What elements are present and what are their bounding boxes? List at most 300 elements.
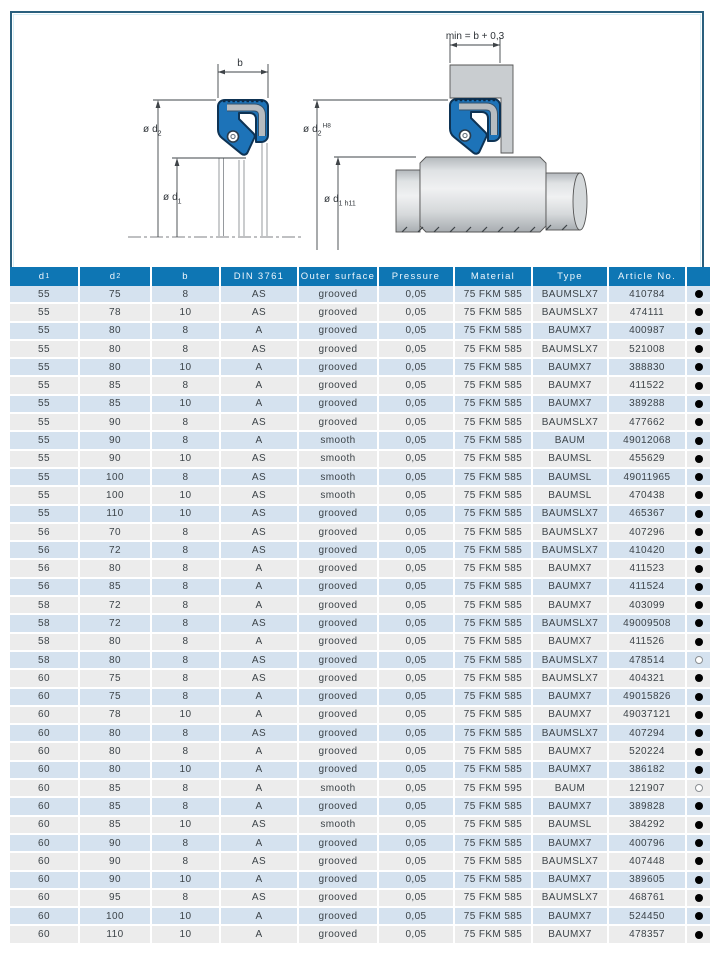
cell-d1: 56 bbox=[10, 579, 80, 595]
cell-pressure: 0,05 bbox=[379, 926, 455, 942]
cell-outer-surface: grooved bbox=[299, 597, 379, 613]
availability-filled-dot bbox=[695, 857, 703, 865]
cell-outer-surface: grooved bbox=[299, 396, 379, 412]
cell-pressure: 0,05 bbox=[379, 542, 455, 558]
cell-din-3761: A bbox=[221, 926, 299, 942]
cell-article-no: 400796 bbox=[609, 835, 687, 851]
availability-filled-dot bbox=[695, 327, 703, 335]
availability-cell bbox=[687, 835, 710, 851]
cell-material: 75 FKM 585 bbox=[455, 341, 533, 357]
cell-d2: 75 bbox=[80, 670, 152, 686]
cell-outer-surface: grooved bbox=[299, 890, 379, 906]
cell-d1: 55 bbox=[10, 469, 80, 485]
cell-b: 8 bbox=[152, 597, 221, 613]
cell-din-3761: A bbox=[221, 872, 299, 888]
cell-d1: 56 bbox=[10, 542, 80, 558]
cell-type: BAUMSL bbox=[533, 817, 609, 833]
cell-d2: 100 bbox=[80, 487, 152, 503]
cell-din-3761: A bbox=[221, 359, 299, 375]
cell-type: BAUMSLX7 bbox=[533, 286, 609, 302]
cell-d1: 56 bbox=[10, 560, 80, 576]
cell-article-no: 386182 bbox=[609, 762, 687, 778]
availability-filled-dot bbox=[695, 382, 703, 390]
cell-din-3761: A bbox=[221, 762, 299, 778]
availability-cell bbox=[687, 560, 710, 576]
cell-din-3761: A bbox=[221, 377, 299, 393]
cell-material: 75 FKM 585 bbox=[455, 560, 533, 576]
cell-d2: 80 bbox=[80, 725, 152, 741]
cell-din-3761: A bbox=[221, 432, 299, 448]
table-row bbox=[10, 689, 710, 707]
cell-d1: 58 bbox=[10, 615, 80, 631]
cell-b: 8 bbox=[152, 560, 221, 576]
cell-outer-surface: grooved bbox=[299, 707, 379, 723]
cell-type: BAUMSLX7 bbox=[533, 615, 609, 631]
cell-d2: 95 bbox=[80, 890, 152, 906]
cell-type: BAUMSL bbox=[533, 451, 609, 467]
cell-b: 8 bbox=[152, 652, 221, 668]
availability-filled-dot bbox=[695, 619, 703, 627]
cell-type: BAUMSLX7 bbox=[533, 670, 609, 686]
cell-b: 8 bbox=[152, 286, 221, 302]
cell-outer-surface: grooved bbox=[299, 743, 379, 759]
availability-filled-dot bbox=[695, 473, 703, 481]
cell-b: 8 bbox=[152, 579, 221, 595]
availability-filled-dot bbox=[695, 400, 703, 408]
availability-cell bbox=[687, 926, 710, 942]
availability-cell bbox=[687, 652, 710, 668]
table-row bbox=[10, 634, 710, 652]
dimension-min-width bbox=[446, 31, 505, 63]
cell-pressure: 0,05 bbox=[379, 286, 455, 302]
cell-material: 75 FKM 585 bbox=[455, 817, 533, 833]
availability-filled-dot bbox=[695, 546, 703, 554]
cell-type: BAUMSL bbox=[533, 469, 609, 485]
cell-outer-surface: grooved bbox=[299, 872, 379, 888]
column-header-pressure: Pressure bbox=[379, 267, 455, 286]
cell-din-3761: AS bbox=[221, 341, 299, 357]
cell-material: 75 FKM 585 bbox=[455, 652, 533, 668]
cell-b: 10 bbox=[152, 926, 221, 942]
cell-material: 75 FKM 585 bbox=[455, 615, 533, 631]
cell-article-no: 465367 bbox=[609, 506, 687, 522]
cell-d1: 55 bbox=[10, 396, 80, 412]
availability-cell bbox=[687, 377, 710, 393]
cell-din-3761: AS bbox=[221, 670, 299, 686]
cell-din-3761: AS bbox=[221, 725, 299, 741]
cell-material: 75 FKM 585 bbox=[455, 908, 533, 924]
availability-filled-dot bbox=[695, 876, 703, 884]
cell-b: 8 bbox=[152, 725, 221, 741]
table-row bbox=[10, 396, 710, 414]
cell-type: BAUMX7 bbox=[533, 835, 609, 851]
cell-material: 75 FKM 585 bbox=[455, 707, 533, 723]
availability-cell bbox=[687, 707, 710, 723]
cell-outer-surface: grooved bbox=[299, 615, 379, 631]
availability-filled-dot bbox=[695, 565, 703, 573]
cell-din-3761: AS bbox=[221, 487, 299, 503]
table-row bbox=[10, 414, 710, 432]
availability-cell bbox=[687, 487, 710, 503]
cell-d2: 85 bbox=[80, 579, 152, 595]
cell-b: 10 bbox=[152, 817, 221, 833]
cell-pressure: 0,05 bbox=[379, 341, 455, 357]
table-row bbox=[10, 908, 710, 926]
table-row bbox=[10, 762, 710, 780]
cell-d2: 80 bbox=[80, 323, 152, 339]
cell-pressure: 0,05 bbox=[379, 579, 455, 595]
cell-article-no: 477662 bbox=[609, 414, 687, 430]
table-row bbox=[10, 323, 710, 341]
availability-cell bbox=[687, 469, 710, 485]
availability-filled-dot bbox=[695, 766, 703, 774]
cell-pressure: 0,05 bbox=[379, 560, 455, 576]
seal-cross-section-drawing bbox=[128, 58, 302, 237]
cell-d2: 72 bbox=[80, 615, 152, 631]
cell-outer-surface: grooved bbox=[299, 579, 379, 595]
cell-article-no: 407448 bbox=[609, 853, 687, 869]
cell-article-no: 404321 bbox=[609, 670, 687, 686]
availability-filled-dot bbox=[695, 510, 703, 518]
availability-cell bbox=[687, 451, 710, 467]
cell-outer-surface: smooth bbox=[299, 817, 379, 833]
cell-d1: 55 bbox=[10, 414, 80, 430]
svg-text:min = b + 0,3: min = b + 0,3 bbox=[445, 31, 505, 42]
availability-cell bbox=[687, 780, 710, 796]
cell-d1: 60 bbox=[10, 798, 80, 814]
cell-pressure: 0,05 bbox=[379, 872, 455, 888]
cell-article-no: 410420 bbox=[609, 542, 687, 558]
availability-cell bbox=[687, 670, 710, 686]
svg-text:ød1: ø $d_1$ bbox=[163, 192, 182, 206]
table-row bbox=[10, 451, 710, 469]
availability-filled-dot bbox=[695, 693, 703, 701]
cell-material: 75 FKM 585 bbox=[455, 853, 533, 869]
cell-d2: 90 bbox=[80, 451, 152, 467]
cell-d1: 55 bbox=[10, 487, 80, 503]
cell-type: BAUMX7 bbox=[533, 908, 609, 924]
cell-article-no: 411524 bbox=[609, 579, 687, 595]
cell-pressure: 0,05 bbox=[379, 652, 455, 668]
cell-article-no: 520224 bbox=[609, 743, 687, 759]
cell-pressure: 0,05 bbox=[379, 506, 455, 522]
cell-material: 75 FKM 585 bbox=[455, 524, 533, 540]
cell-material: 75 FKM 585 bbox=[455, 506, 533, 522]
availability-filled-dot bbox=[695, 437, 703, 445]
cell-outer-surface: smooth bbox=[299, 487, 379, 503]
seal-profile bbox=[218, 100, 268, 155]
cell-d1: 60 bbox=[10, 908, 80, 924]
cell-material: 75 FKM 585 bbox=[455, 890, 533, 906]
availability-cell bbox=[687, 762, 710, 778]
cell-b: 8 bbox=[152, 469, 221, 485]
cell-d1: 55 bbox=[10, 506, 80, 522]
column-header-availability bbox=[687, 267, 710, 286]
table-row bbox=[10, 652, 710, 670]
dimension-b bbox=[218, 58, 268, 98]
cell-outer-surface: grooved bbox=[299, 670, 379, 686]
cell-article-no: 411523 bbox=[609, 560, 687, 576]
cell-article-no: 407296 bbox=[609, 524, 687, 540]
cell-b: 8 bbox=[152, 615, 221, 631]
cell-din-3761: AS bbox=[221, 414, 299, 430]
cell-b: 8 bbox=[152, 743, 221, 759]
cell-d1: 55 bbox=[10, 432, 80, 448]
cell-article-no: 410784 bbox=[609, 286, 687, 302]
cell-pressure: 0,05 bbox=[379, 908, 455, 924]
availability-cell bbox=[687, 414, 710, 430]
dimension-d2 bbox=[143, 100, 216, 237]
cell-type: BAUMX7 bbox=[533, 377, 609, 393]
cell-b: 8 bbox=[152, 542, 221, 558]
cell-d2: 80 bbox=[80, 560, 152, 576]
cell-type: BAUMX7 bbox=[533, 579, 609, 595]
availability-filled-dot bbox=[695, 601, 703, 609]
cell-pressure: 0,05 bbox=[379, 323, 455, 339]
cell-din-3761: AS bbox=[221, 506, 299, 522]
cell-d1: 60 bbox=[10, 835, 80, 851]
availability-cell bbox=[687, 872, 710, 888]
column-header-type: Type bbox=[533, 267, 609, 286]
cell-outer-surface: grooved bbox=[299, 725, 379, 741]
cell-material: 75 FKM 585 bbox=[455, 414, 533, 430]
cell-b: 8 bbox=[152, 890, 221, 906]
cell-b: 10 bbox=[152, 872, 221, 888]
cell-d1: 60 bbox=[10, 872, 80, 888]
cell-outer-surface: grooved bbox=[299, 341, 379, 357]
cell-material: 75 FKM 585 bbox=[455, 634, 533, 650]
cell-type: BAUMX7 bbox=[533, 323, 609, 339]
cell-pressure: 0,05 bbox=[379, 359, 455, 375]
availability-filled-dot bbox=[695, 455, 703, 463]
cell-b: 8 bbox=[152, 414, 221, 430]
shaft-end-cap bbox=[573, 173, 587, 230]
cell-type: BAUMX7 bbox=[533, 872, 609, 888]
cell-pressure: 0,05 bbox=[379, 689, 455, 705]
cell-din-3761: AS bbox=[221, 304, 299, 320]
cell-d2: 72 bbox=[80, 597, 152, 613]
cell-b: 8 bbox=[152, 780, 221, 796]
cell-article-no: 384292 bbox=[609, 817, 687, 833]
availability-filled-dot bbox=[695, 418, 703, 426]
cell-outer-surface: grooved bbox=[299, 689, 379, 705]
availability-filled-dot bbox=[695, 711, 703, 719]
availability-cell bbox=[687, 853, 710, 869]
availability-filled-dot bbox=[695, 491, 703, 499]
cell-type: BAUMX7 bbox=[533, 926, 609, 942]
cell-outer-surface: grooved bbox=[299, 377, 379, 393]
availability-cell bbox=[687, 359, 710, 375]
column-header-article-no: Article No. bbox=[609, 267, 687, 286]
cell-article-no: 389605 bbox=[609, 872, 687, 888]
cell-article-no: 474111 bbox=[609, 304, 687, 320]
cell-din-3761: A bbox=[221, 798, 299, 814]
cell-din-3761: AS bbox=[221, 286, 299, 302]
cell-b: 8 bbox=[152, 634, 221, 650]
availability-cell bbox=[687, 634, 710, 650]
cell-b: 8 bbox=[152, 798, 221, 814]
table-row bbox=[10, 707, 710, 725]
column-header-din-3761: DIN 3761 bbox=[221, 267, 299, 286]
cell-b: 8 bbox=[152, 524, 221, 540]
cell-outer-surface: smooth bbox=[299, 469, 379, 485]
cell-pressure: 0,05 bbox=[379, 835, 455, 851]
cell-pressure: 0,05 bbox=[379, 396, 455, 412]
cell-type: BAUMSLX7 bbox=[533, 542, 609, 558]
cell-outer-surface: grooved bbox=[299, 304, 379, 320]
availability-filled-dot bbox=[695, 345, 703, 353]
cell-material: 75 FKM 585 bbox=[455, 798, 533, 814]
cell-material: 75 FKM 595 bbox=[455, 780, 533, 796]
cell-type: BAUMX7 bbox=[533, 689, 609, 705]
cell-d1: 56 bbox=[10, 524, 80, 540]
column-header-d1: d 1 bbox=[10, 267, 80, 286]
table-row bbox=[10, 286, 710, 304]
cell-material: 75 FKM 585 bbox=[455, 835, 533, 851]
cell-outer-surface: smooth bbox=[299, 432, 379, 448]
cell-type: BAUMSLX7 bbox=[533, 414, 609, 430]
cell-din-3761: AS bbox=[221, 615, 299, 631]
cell-din-3761: A bbox=[221, 396, 299, 412]
cell-pressure: 0,05 bbox=[379, 615, 455, 631]
cell-material: 75 FKM 585 bbox=[455, 689, 533, 705]
cell-b: 10 bbox=[152, 304, 221, 320]
availability-cell bbox=[687, 689, 710, 705]
table-row bbox=[10, 835, 710, 853]
table-row bbox=[10, 432, 710, 450]
cell-type: BAUMX7 bbox=[533, 743, 609, 759]
cell-d1: 60 bbox=[10, 670, 80, 686]
cell-d2: 75 bbox=[80, 286, 152, 302]
cell-d1: 55 bbox=[10, 323, 80, 339]
cell-b: 10 bbox=[152, 359, 221, 375]
availability-filled-dot bbox=[695, 931, 703, 939]
dimension-d1 bbox=[163, 158, 246, 237]
availability-filled-dot bbox=[695, 363, 703, 371]
cell-d2: 90 bbox=[80, 872, 152, 888]
cell-type: BAUMSLX7 bbox=[533, 853, 609, 869]
cell-outer-surface: grooved bbox=[299, 524, 379, 540]
cell-din-3761: A bbox=[221, 835, 299, 851]
cell-d2: 78 bbox=[80, 707, 152, 723]
availability-filled-dot bbox=[695, 308, 703, 316]
cell-outer-surface: grooved bbox=[299, 908, 379, 924]
cell-d2: 78 bbox=[80, 304, 152, 320]
cell-article-no: 400987 bbox=[609, 323, 687, 339]
cell-din-3761: AS bbox=[221, 652, 299, 668]
cell-b: 8 bbox=[152, 853, 221, 869]
table-row bbox=[10, 725, 710, 743]
cell-d1: 55 bbox=[10, 304, 80, 320]
cell-pressure: 0,05 bbox=[379, 597, 455, 613]
cell-type: BAUMSL bbox=[533, 487, 609, 503]
cell-pressure: 0,05 bbox=[379, 377, 455, 393]
availability-filled-dot bbox=[695, 894, 703, 902]
availability-cell bbox=[687, 323, 710, 339]
cell-material: 75 FKM 585 bbox=[455, 286, 533, 302]
cell-pressure: 0,05 bbox=[379, 304, 455, 320]
cell-article-no: 49015826 bbox=[609, 689, 687, 705]
table-row bbox=[10, 926, 710, 944]
cell-din-3761: AS bbox=[221, 524, 299, 540]
cell-type: BAUMX7 bbox=[533, 359, 609, 375]
table-row bbox=[10, 853, 710, 871]
availability-cell bbox=[687, 579, 710, 595]
cell-d2: 80 bbox=[80, 634, 152, 650]
cell-d2: 80 bbox=[80, 652, 152, 668]
cell-article-no: 49009508 bbox=[609, 615, 687, 631]
cell-type: BAUMX7 bbox=[533, 762, 609, 778]
cell-material: 75 FKM 585 bbox=[455, 743, 533, 759]
table-row bbox=[10, 872, 710, 890]
cell-type: BAUMSLX7 bbox=[533, 890, 609, 906]
availability-cell bbox=[687, 506, 710, 522]
table-row bbox=[10, 890, 710, 908]
cell-b: 8 bbox=[152, 341, 221, 357]
cell-article-no: 455629 bbox=[609, 451, 687, 467]
cell-outer-surface: grooved bbox=[299, 835, 379, 851]
cell-pressure: 0,05 bbox=[379, 670, 455, 686]
availability-filled-dot bbox=[695, 674, 703, 682]
cell-pressure: 0,05 bbox=[379, 432, 455, 448]
table-row bbox=[10, 670, 710, 688]
table-row bbox=[10, 597, 710, 615]
availability-cell bbox=[687, 725, 710, 741]
availability-filled-dot bbox=[695, 638, 703, 646]
cell-b: 8 bbox=[152, 689, 221, 705]
cell-type: BAUMX7 bbox=[533, 396, 609, 412]
cell-material: 75 FKM 585 bbox=[455, 872, 533, 888]
cell-din-3761: A bbox=[221, 707, 299, 723]
cell-type: BAUM bbox=[533, 780, 609, 796]
availability-cell bbox=[687, 396, 710, 412]
cell-material: 75 FKM 585 bbox=[455, 359, 533, 375]
cell-d1: 60 bbox=[10, 743, 80, 759]
cell-type: BAUMSLX7 bbox=[533, 725, 609, 741]
cell-d2: 80 bbox=[80, 341, 152, 357]
svg-text:ød2: ø $d_2$ bbox=[143, 124, 162, 138]
availability-cell bbox=[687, 597, 710, 613]
table-row bbox=[10, 579, 710, 597]
cell-d1: 58 bbox=[10, 597, 80, 613]
availability-cell bbox=[687, 432, 710, 448]
catalog-table bbox=[10, 267, 710, 945]
cell-b: 10 bbox=[152, 908, 221, 924]
cell-material: 75 FKM 585 bbox=[455, 396, 533, 412]
availability-open-dot bbox=[695, 784, 703, 792]
availability-filled-dot bbox=[695, 802, 703, 810]
cell-pressure: 0,05 bbox=[379, 707, 455, 723]
cell-din-3761: AS bbox=[221, 853, 299, 869]
cell-din-3761: AS bbox=[221, 469, 299, 485]
cell-outer-surface: grooved bbox=[299, 506, 379, 522]
cell-type: BAUMX7 bbox=[533, 798, 609, 814]
cell-material: 75 FKM 585 bbox=[455, 304, 533, 320]
cell-din-3761: A bbox=[221, 323, 299, 339]
table-row bbox=[10, 506, 710, 524]
cell-pressure: 0,05 bbox=[379, 762, 455, 778]
cell-din-3761: AS bbox=[221, 817, 299, 833]
cell-b: 8 bbox=[152, 835, 221, 851]
cell-outer-surface: grooved bbox=[299, 560, 379, 576]
cell-d2: 110 bbox=[80, 926, 152, 942]
cell-type: BAUMX7 bbox=[533, 597, 609, 613]
cell-pressure: 0,05 bbox=[379, 743, 455, 759]
cell-din-3761: AS bbox=[221, 451, 299, 467]
cell-d1: 60 bbox=[10, 817, 80, 833]
column-header-d2: d 2 bbox=[80, 267, 152, 286]
cell-pressure: 0,05 bbox=[379, 890, 455, 906]
